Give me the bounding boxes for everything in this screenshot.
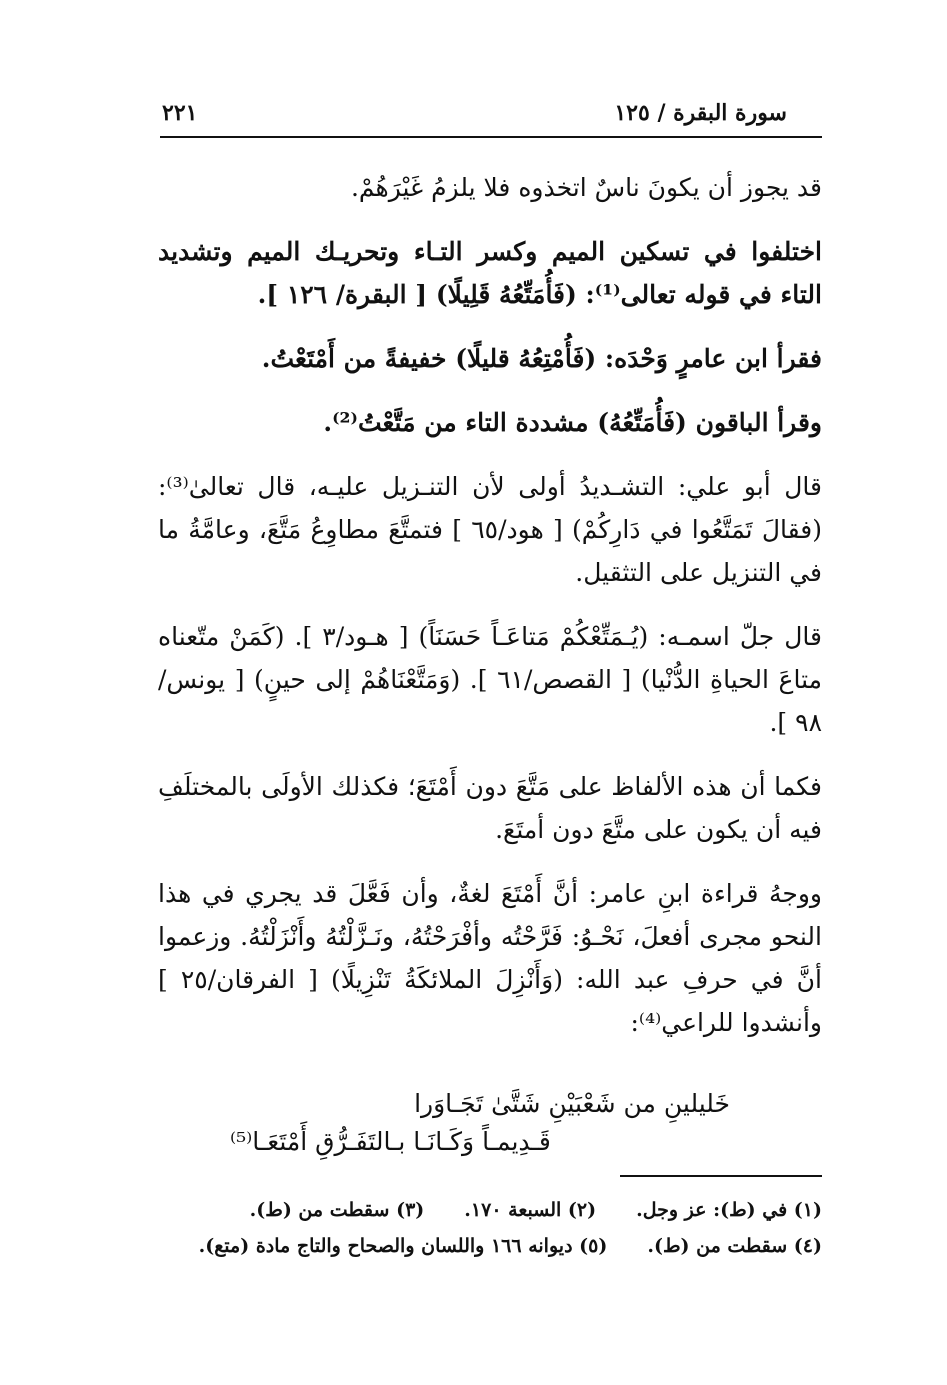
footnote-line — [158, 1192, 822, 1228]
footnotes — [158, 1192, 822, 1264]
paragraph: قال جلّ اسمـه: (يُـمَتِّعْكُمْ مَتاعَـاً حَسَنَاً) [ هـود/٣ ]. (كَمَنْ متّعناه متاعَ الحياةِ الدُّنْيا) [ القصص/٦١ ]. (وَمَتَّعْنَاهُمْ إلى حينٍ) [ يونس/٩٨ ]. — [158, 622, 823, 737]
paragraph: قال أبو علي: التشـديدُ أولى لأن التنـزيل عليـه، قال تعالىٰ⁽³⁾: (فقالَ تَمَتَّعُوا في دَارِكُمْ) [ هود/٦٥ ] فتمتَّعَ مطاوِعُ مَتَّعَ، وعامَّةُ ما في التنزيل على التثقيل. — [158, 472, 822, 587]
footnote: (٥) ديوانه ١٦٦ واللسان والصحاح والتاج مادة (متع). — [198, 1235, 608, 1257]
paragraph: اختلفوا في تسكين الميم وكسر التـاء وتحريـك الميم وتشديد التاء في قوله تعالى⁽¹⁾: (فَأُمَتِّعُهُ قَلِيلًا) [ البقرة/ ١٢٦ ]. — [158, 237, 822, 309]
paragraph: فقرأ ابن عامرٍ وَحْدَه: (فَأُمْتِعُهُ قليلًا) خفيفةً من أَمْتَعْتُ. — [261, 344, 822, 373]
poem-verse-line: قَـدِيمـاً وَكَـانَـا بـالتَفَـرُّقِ أَمْتَعَـا⁽⁵⁾ — [230, 1127, 551, 1156]
footnote-divider — [620, 1175, 822, 1177]
paragraph: قد يجوز أن يكونَ ناسٌ اتخذوه فلا يلزمُ غَيْرَهُمْ. — [350, 173, 822, 202]
footnote: (٣) سقطت من (ط). — [249, 1199, 425, 1221]
paragraph: وقرأ الباقون (فَأُمَتِّعُهُ) مشددة التاء من مَتَّعْتُ⁽²⁾. — [323, 408, 822, 437]
running-header-title: سورة البقرة / ١٢٥ — [614, 100, 787, 126]
page-number: ٢٢١ — [162, 100, 198, 126]
header-divider — [160, 136, 822, 138]
footnote: (٤) سقطت من (ط). — [647, 1235, 822, 1257]
poem-verse-line: خَليلينِ من شَعْبَيْنِ شَتَّىٰ تَجَـاوَرا — [414, 1089, 730, 1118]
footnote: (٢) السبعة ١٧٠. — [464, 1199, 597, 1221]
paragraph: ووجهُ قراءة ابنِ عامر: أنَّ أَمْتَعَ لغةٌ، وأن فَعَّلَ قد يجري في هذا النحو مجرى أفعلَ، نَحْـوُ: فَرَّحْتُه وأفْرَحْتُهُ، ونَـزَّلْتُهُ وأَنْزَلْتُهُ. وزعموا أنَّ في حرفِ عبد الله: (وَأَنْزِلَ الملائكَةُ تَنْزِيلًا) [ الفرقان/٢٥ ] وأنشدوا للراعي⁽⁴⁾: — [158, 879, 822, 1037]
paragraph: فكما أن هذه الألفاظ على مَتَّعَ دون أَمْتَعَ؛ فكذلك الأولَى بالمختلَفِ فيه أن يكون على متَّعَ دون أمتَعَ. — [158, 772, 822, 844]
footnote-line — [158, 1228, 822, 1264]
footnote: (١) في (ط): عز وجل. — [636, 1199, 822, 1221]
main-text — [158, 166, 822, 1065]
